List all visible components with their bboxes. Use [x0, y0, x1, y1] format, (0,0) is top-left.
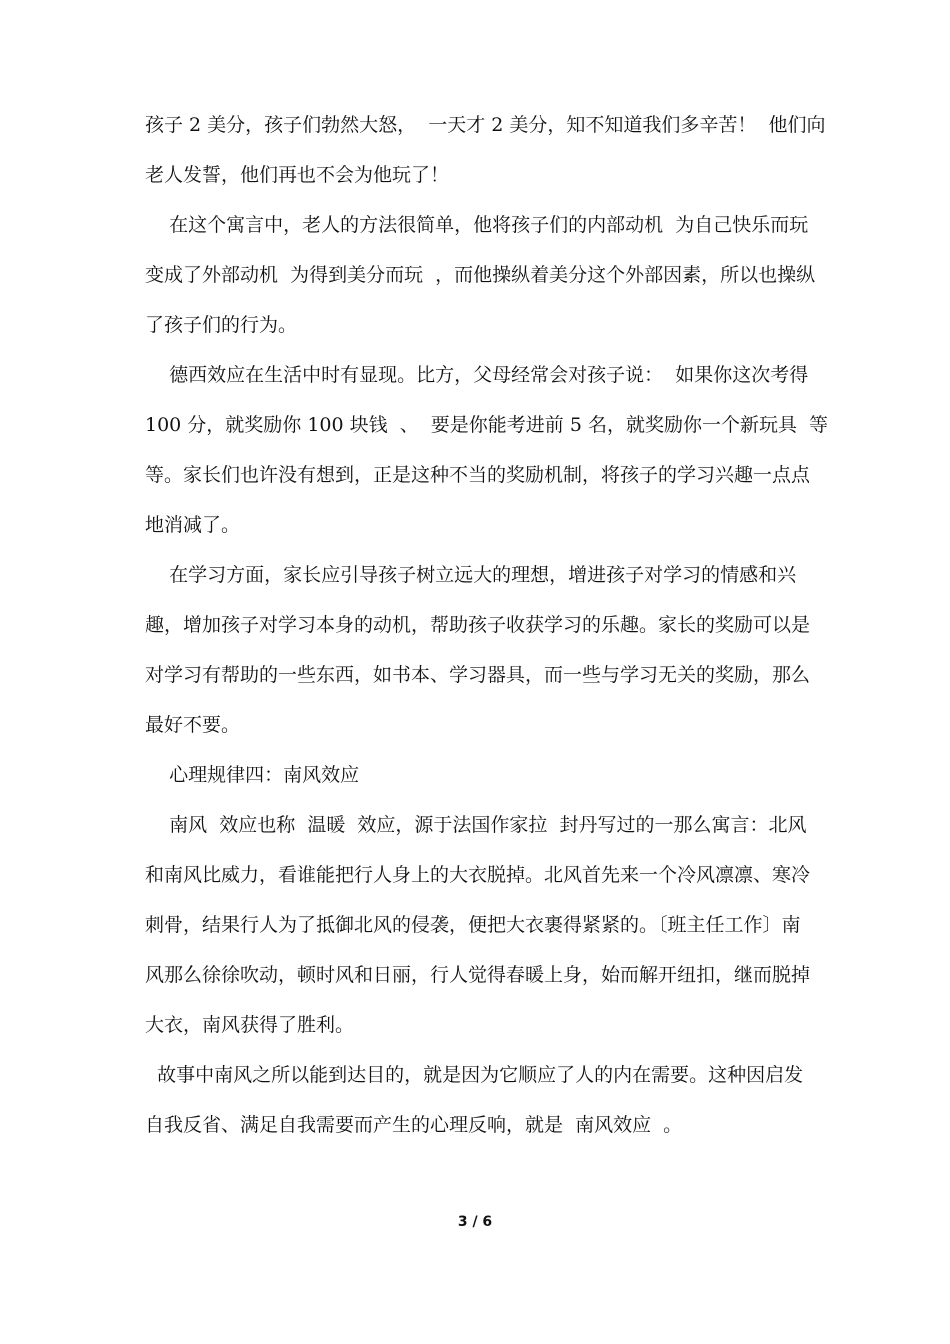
text-line: 老人发誓，他们再也不会为他玩了！ — [145, 164, 450, 186]
text-line: 趣，增加孩子对学习本身的动机，帮助孩子收获学习的乐趣。家长的奖励可以是 — [145, 614, 811, 636]
text-line: 刺骨，结果行人为了抵御北风的侵袭，便把大衣裹得紧紧的。〔班主任工作〕南 — [145, 914, 801, 936]
text-line: 最好不要。 — [145, 714, 241, 736]
text-line: 在学习方面，家长应引导孩子树立远大的理想，增进孩子对学习的情感和兴 — [145, 564, 797, 586]
page-number: 3 / 6 — [457, 1214, 493, 1230]
text-line: 和南风比威力，看谁能把行人身上的大衣脱掉。北风首先来一个冷风凛凛、寒冷 — [145, 864, 811, 886]
text-line: 在这个寓言中，老人的方法很简单，他将孩子们的内部动机 为自己快乐而玩 — [145, 214, 809, 236]
text-line: 大衣，南风获得了胜利。 — [145, 1014, 355, 1036]
section-heading: 心理规律四：南风效应 — [145, 764, 360, 786]
document-body — [145, 100, 829, 1150]
text-line: 故事中南风之所以能到达目的，就是因为它顺应了人的内在需要。这种因启发 — [145, 1064, 804, 1086]
text-line: 地消减了。 — [145, 514, 241, 536]
text-line: 风那么徐徐吹动，顿时风和日丽，行人觉得春暖上身，始而解开纽扣，继而脱掉 — [145, 964, 811, 986]
text-line: 南风 效应也称 温暖 效应，源于法国作家拉 封丹写过的一那么寓言：北风 — [145, 814, 807, 836]
text-line: 孩子 2 美分，孩子们勃然大怒， 一天才 2 美分，知不知道我们多辛苦！ 他们向 — [145, 114, 826, 136]
text-line: 对学习有帮助的一些东西，如书本、学习器具，而一些与学习无关的奖励，那么 — [145, 664, 811, 686]
text-line: 德西效应在生活中时有显现。比方，父母经常会对孩子说： 如果你这次考得 — [145, 364, 809, 386]
text-line: 等。家长们也许没有想到，正是这种不当的奖励机制，将孩子的学习兴趣一点点 — [145, 464, 811, 486]
text-line: 自我反省、满足自我需要而产生的心理反响，就是 南风效应 。 — [145, 1114, 683, 1136]
text-line: 变成了外部动机 为得到美分而玩 ，而他操纵着美分这个外部因素，所以也操纵 — [145, 264, 816, 286]
text-line: 了孩子们的行为。 — [145, 314, 298, 336]
text-line: 100 分，就奖励你 100 块钱 、 要是你能考进前 5 名，就奖励你一个新玩具 等 — [145, 414, 829, 436]
